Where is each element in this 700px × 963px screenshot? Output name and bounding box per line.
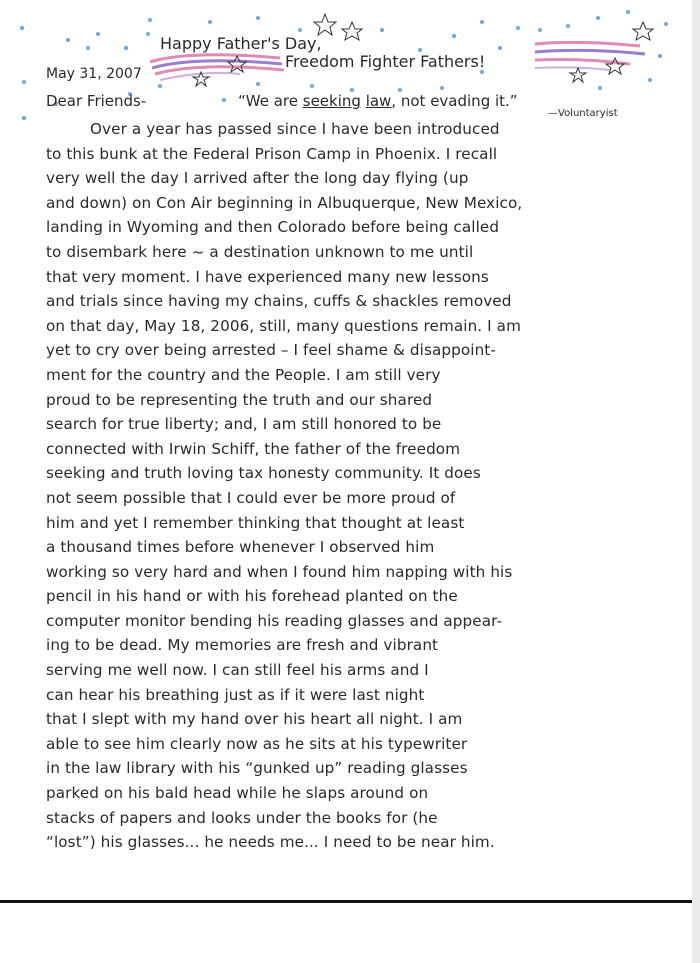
heart-icon [298, 28, 302, 32]
body-line: to this bunk at the Federal Prison Camp in Phoenix. I recall [46, 144, 498, 163]
body-line: “lost”) his glasses... he needs me... I need to be near him. [46, 833, 495, 852]
greeting-line-2: Freedom Fighter Fathers! [285, 52, 486, 71]
heart-icon [66, 38, 70, 42]
heart-icon [658, 54, 662, 58]
body-line: serving me well now. I can still feel his arms and I [46, 661, 429, 680]
body-line: Over a year has passed since I have been introduced [90, 120, 500, 138]
body-line: to disembark here ~ a destination unknown to me until [46, 242, 474, 261]
page-bottom-edge [0, 900, 700, 903]
epigraph-quote [238, 92, 518, 110]
body-line: and trials since having my chains, cuffs & shackles removed [46, 292, 512, 311]
heart-icon [452, 34, 456, 38]
body-line: and down) on Con Air beginning in Albuquerque, New Mexico, [46, 193, 523, 212]
heart-icon [22, 116, 26, 120]
star-icon [314, 14, 336, 35]
body-line: yet to cry over being arrested – I feel shame & disappoint- [46, 341, 496, 360]
star-icon [570, 68, 586, 82]
body-line: can hear his breathing just as if it were last night [46, 685, 425, 704]
heart-icon [310, 84, 314, 88]
greeting-line-1: Happy Father's Day, [160, 34, 322, 53]
heart-icon [256, 82, 260, 86]
body-line: working so very hard and when I found him napping with his [46, 562, 513, 581]
body-line: that I slept with my hand over his heart all night. I am [46, 710, 463, 729]
stripe-swoosh-right [535, 42, 645, 70]
heart-icon [664, 22, 668, 26]
heart-icon [566, 24, 570, 28]
body-line: proud to be representing the truth and our shared [46, 390, 433, 409]
star-icon [342, 22, 362, 40]
quote-close: , not evading it.” [391, 92, 518, 110]
body-line: connected with Irwin Schiff, the father of the freedom [46, 439, 461, 458]
star-icon [633, 22, 653, 40]
body-line: in the law library with his “gunked up” reading glasses [46, 759, 468, 778]
heart-icon [22, 80, 26, 84]
body-line: computer monitor bending his reading glasses and appear- [46, 611, 503, 630]
heart-icon [96, 32, 100, 36]
heart-icon [208, 20, 212, 24]
stripe-swoosh-left [150, 55, 284, 80]
quote-word-law: law [365, 92, 392, 110]
heart-icon [440, 86, 444, 90]
body-line: that very moment. I have experienced many new lessons [46, 267, 489, 286]
body-line: search for true liberty; and, I am still honored to be [46, 415, 442, 434]
heart-icon [158, 84, 162, 88]
body-line: not seem possible that I could ever be more proud of [46, 488, 456, 507]
heart-icon [148, 18, 152, 22]
heart-icon [626, 10, 630, 14]
letter-date: May 31, 2007 [46, 66, 142, 82]
heart-icon [124, 46, 128, 50]
body-line: ment for the country and the People. I am still very [46, 365, 441, 384]
heart-icon [498, 46, 502, 50]
body-line: able to see him clearly now as he sits at his typewriter [46, 734, 468, 753]
heart-icon [596, 16, 600, 20]
heart-icon [222, 98, 226, 102]
star-icon [228, 56, 246, 72]
body-line: ing to be dead. My memories are fresh and vibrant [46, 636, 439, 655]
heart-icon [480, 20, 484, 24]
heart-icon [648, 78, 652, 82]
salutation: Dear Friends- [46, 92, 147, 110]
body-line: landing in Wyoming and then Colorado before being called [46, 218, 500, 237]
heart-icon [20, 26, 24, 30]
quote-open: “We are [238, 92, 303, 110]
page-right-edge [692, 0, 700, 963]
quote-word-seeking: seeking [302, 92, 361, 110]
body-line: very well the day I arrived after the long day flying (up [46, 169, 469, 188]
body-line: a thousand times before whenever I observed him [46, 538, 435, 557]
body-line: parked on his bald head while he slaps around on [46, 784, 429, 803]
heart-icon [86, 46, 90, 50]
heart-icon [256, 16, 260, 20]
heart-icon [598, 86, 602, 90]
quote-attribution: —Voluntaryist [548, 108, 618, 119]
heart-icon [516, 26, 520, 30]
body-line: pencil in his hand or with his forehead planted on the [46, 587, 458, 606]
heart-icon [146, 32, 150, 36]
body-line: him and yet I remember thinking that thought at least [46, 513, 465, 532]
body-line: stacks of papers and looks under the books for (he [46, 808, 438, 827]
letter-body [46, 117, 696, 855]
heart-icon [538, 28, 542, 32]
body-line: seeking and truth loving tax honesty community. It does [46, 464, 481, 483]
body-line: on that day, May 18, 2006, still, many questions remain. I am [46, 316, 521, 335]
heart-icon [380, 28, 384, 32]
